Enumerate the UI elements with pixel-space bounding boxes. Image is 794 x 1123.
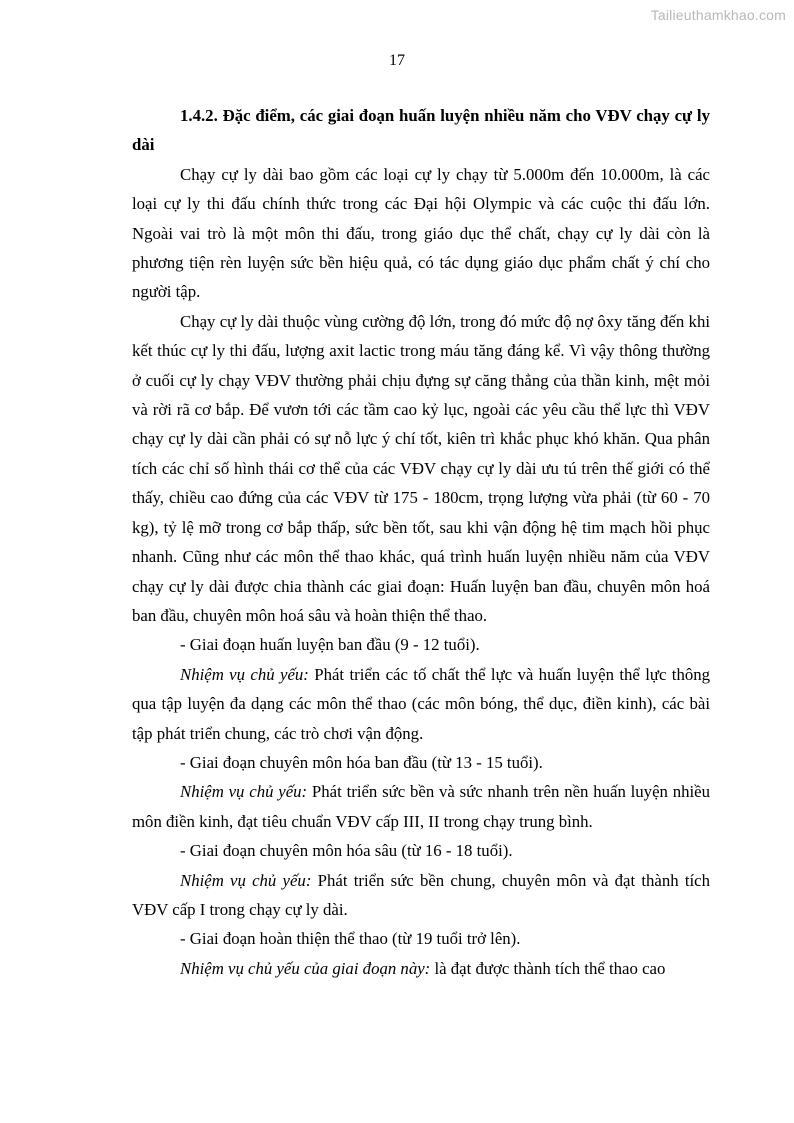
stage-title: - Giai đoạn huấn luyện ban đầu (9 - 12 tuổi).: [180, 635, 480, 655]
task-text: Phát triển các tố chất thể lực và huấn luyện thể lực thông qua tập luyện đa dạng các môn thể thao (các môn bóng, thể dục, điền kinh), các bài tập phát triển chung, các trò chơi vận động.: [132, 664, 711, 743]
paragraph: Chạy cự ly dài thuộc vùng cường độ lớn, trong đó mức độ nợ ôxy tăng đến khi kết thúc cự ly thi đấu, lượng axit lactic trong máu tăng đáng kể. Vì vậy thông thường ở cuối cự ly chạy VĐV thường phải chịu đựng sự căng thẳng của thần kinh, mệt mỏi và rời rã cơ bắp. Để vươn tới các tầm cao kỷ lục, ngoài các yêu cầu thể lực thì VĐV chạy cự ly dài cần phải có sự nỗ lực ý chí tốt, kiên trì khắc phục khó khăn. Qua phân tích các chỉ số hình thái cơ thể của các VĐV chạy cự ly dài ưu tú trên thế giới có thể thấy, chiều cao đứng của các VĐV từ 175 - 180cm, trọng lượng vừa phải (từ 60 - 70 kg), tỷ lệ mỡ trong cơ bắp thấp, sức bền tốt, sau khi vận động hệ tim mạch hồi phục nhanh. Cũng như các môn thể thao khác, quá trình huấn luyện nhiều năm của VĐV chạy cự ly dài được chia thành các giai đoạn: Huấn luyện ban đầu, chuyên môn hoá ban đầu, chuyên môn hoá sâu và hoàn thiện thể thao.: [132, 311, 710, 625]
document-body: [132, 101, 710, 983]
task-label: Nhiệm vụ chủ yếu của giai đoạn này:: [180, 958, 431, 978]
section-heading: 1.4.2. Đặc điểm, các giai đoạn huấn luyện nhiều năm cho VĐV chạy cự ly dài: [132, 106, 710, 155]
stage-title: - Giai đoạn chuyên môn hóa ban đầu (từ 13 - 15 tuổi).: [180, 752, 543, 772]
page-number: 17: [389, 52, 405, 69]
watermark: Tailieuthamkhao.com: [650, 7, 786, 23]
task-text: Phát triển sức bền chung, chuyên môn và đạt thành tích VĐV cấp I trong chạy cự ly dài.: [132, 870, 711, 919]
paragraph: Chạy cự ly dài bao gồm các loại cự ly chạy từ 5.000m đến 10.000m, là các loại cự ly thi đấu chính thức trong các Đại hội Olympic và các cuộc thi đấu lớn. Ngoài vai trò là một môn thi đấu, trong giáo dục thể chất, chạy cự ly dài còn là phương tiện rèn luyện sức bền hiệu quả, có tác dụng giáo dục phẩm chất ý chí cho người tập.: [132, 164, 710, 302]
task-label: Nhiệm vụ chủ yếu:: [180, 870, 312, 890]
task-label: Nhiệm vụ chủ yếu:: [180, 782, 308, 802]
task-text: Phát triển sức bền và sức nhanh trên nền huấn luyện nhiều môn điền kinh, đạt tiêu chuẩn VĐV cấp III, II trong chạy trung bình.: [132, 782, 710, 831]
stage-task: [132, 866, 710, 925]
task-label: Nhiệm vụ chủ yếu:: [180, 664, 309, 684]
stage-task: [132, 777, 710, 836]
stage-task: [132, 954, 710, 983]
stage-task: [132, 660, 710, 748]
stage-title: - Giai đoạn chuyên môn hóa sâu (từ 16 - 18 tuổi).: [180, 841, 513, 861]
task-text: là đạt được thành tích thể thao cao: [430, 958, 666, 978]
stage-title: - Giai đoạn hoàn thiện thể thao (từ 19 tuổi trở lên).: [180, 929, 521, 949]
